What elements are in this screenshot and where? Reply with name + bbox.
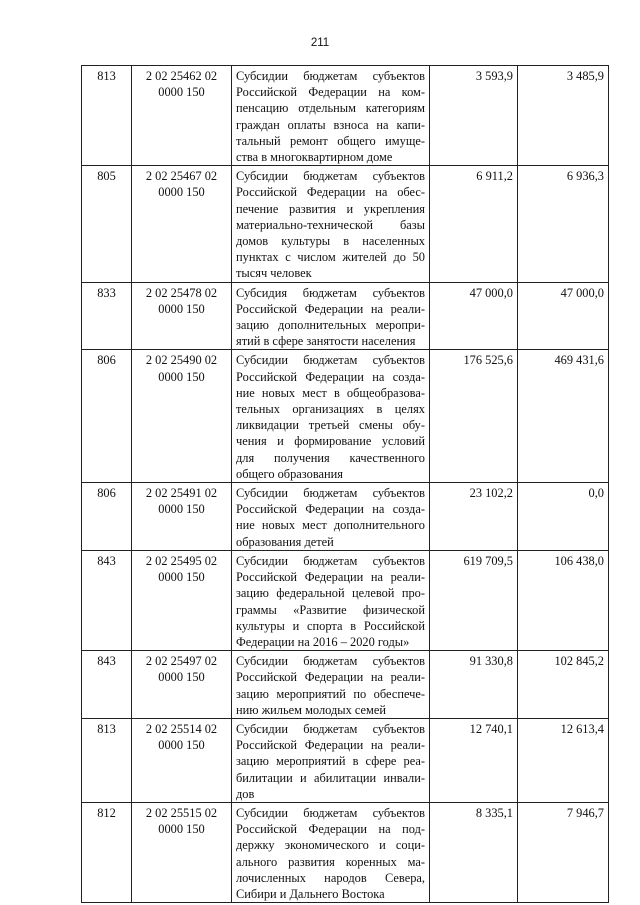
revenue-name-line: зацию дополнительных меропри-	[236, 318, 425, 333]
kbk-line: 2 02 25514 02	[145, 721, 218, 736]
table-row	[82, 651, 609, 719]
amount-year-2-cell: 102 845,2	[518, 651, 609, 719]
revenue-name-line: ятий в сфере занятости населения	[236, 334, 416, 349]
kbk-line: 0000 150	[158, 502, 205, 517]
kbk-cell	[132, 802, 232, 902]
revenue-name-line: Субсидии бюджетам субъектов	[236, 805, 425, 820]
revenue-name-line: лочисленных народов Севера,	[236, 870, 425, 885]
revenue-name-line: Российской Федерации на под-	[236, 822, 425, 837]
admin-code-cell: 843	[82, 651, 132, 719]
admin-code-cell: 806	[82, 483, 132, 551]
revenue-name-line: пунктах с числом жителей до 50	[236, 250, 425, 265]
revenue-name-cell	[232, 550, 430, 650]
revenue-name-cell	[232, 166, 430, 282]
kbk-line: 2 02 25497 02	[145, 654, 218, 669]
kbk-line: 0000 150	[158, 301, 205, 316]
revenue-name-line: билитации и абилитации инвали-	[236, 770, 425, 785]
kbk-line: 2 02 25478 02	[145, 285, 218, 300]
revenue-name-line: Российской Федерации на созда-	[236, 502, 425, 517]
revenue-name-line: Российской Федерации на обес-	[236, 185, 425, 200]
table-row	[82, 350, 609, 483]
kbk-line: 0000 150	[158, 369, 205, 384]
kbk-cell	[132, 282, 232, 350]
kbk-cell	[132, 651, 232, 719]
kbk-line: 0000 150	[158, 185, 205, 200]
kbk-line: 0000 150	[158, 670, 205, 685]
revenue-name-line: материально-технической базы	[236, 217, 425, 232]
table-row	[82, 718, 609, 802]
table-row	[82, 166, 609, 282]
revenue-name-line: зацию мероприятий в сфере реа-	[236, 754, 425, 769]
revenue-name-line: Субсидии бюджетам субъектов	[236, 721, 425, 736]
amount-year-1-cell: 91 330,8	[430, 651, 518, 719]
revenue-name-line: ального развития коренных ма-	[236, 854, 425, 869]
revenue-name-line: Субсидии бюджетам субъектов	[236, 486, 425, 501]
admin-code-cell: 812	[82, 802, 132, 902]
table-row	[82, 550, 609, 650]
admin-code-cell: 805	[82, 166, 132, 282]
kbk-line: 2 02 25467 02	[145, 169, 218, 184]
revenue-name-line: чения и формирование условий	[236, 434, 425, 449]
revenue-name-cell	[232, 66, 430, 166]
revenue-name-line: Российской Федерации на ком-	[236, 85, 425, 100]
amount-year-1-cell: 8 335,1	[430, 802, 518, 902]
kbk-line: 0000 150	[158, 822, 205, 837]
admin-code-cell: 806	[82, 350, 132, 483]
admin-code-cell: 833	[82, 282, 132, 350]
kbk-line: 2 02 25515 02	[145, 805, 218, 820]
amount-year-1-cell: 12 740,1	[430, 718, 518, 802]
revenue-name-line: Субсидии бюджетам субъектов	[236, 654, 425, 669]
revenue-name-line: Российской Федерации на реали-	[236, 738, 425, 753]
budget-table-body	[82, 66, 609, 903]
revenue-name-line: домов культуры в населенных	[236, 234, 425, 249]
admin-code-cell: 843	[82, 550, 132, 650]
amount-year-2-cell: 0,0	[518, 483, 609, 551]
revenue-name-line: печение развития и укрепления	[236, 201, 425, 216]
revenue-name-line: нию жильем молодых семей	[236, 702, 387, 717]
revenue-name-line: Федерации на 2016 – 2020 годы»	[236, 634, 410, 649]
revenue-name-line: Субсидии бюджетам субъектов	[236, 69, 425, 83]
revenue-name-line: ликвидации третьей смены обу-	[236, 418, 425, 433]
admin-code-cell: 813	[82, 718, 132, 802]
admin-code-cell: 813	[82, 66, 132, 166]
revenue-name-cell	[232, 651, 430, 719]
amount-year-2-cell: 47 000,0	[518, 282, 609, 350]
revenue-name-cell	[232, 483, 430, 551]
revenue-name-line: Сибири и Дальнего Востока	[236, 886, 385, 901]
amount-year-2-cell: 6 936,3	[518, 166, 609, 282]
kbk-line: 2 02 25462 02	[145, 69, 218, 83]
revenue-name-line: зацию федеральной целевой про-	[236, 586, 425, 601]
page-number: 211	[310, 37, 330, 49]
revenue-name-cell	[232, 350, 430, 483]
amount-year-2-cell: 7 946,7	[518, 802, 609, 902]
kbk-line: 2 02 25491 02	[145, 486, 218, 501]
revenue-name-line: тальный ремонт общего имуще-	[236, 133, 425, 148]
revenue-name-line: Российской Федерации на реали-	[236, 570, 425, 585]
kbk-cell	[132, 718, 232, 802]
revenue-name-line: Российской Федерации на созда-	[236, 369, 425, 384]
revenue-name-line: Российской Федерации на реали-	[236, 301, 425, 316]
amount-year-2-cell: 12 613,4	[518, 718, 609, 802]
table-row	[82, 66, 609, 166]
revenue-name-line: ние новых мест в общеобразова-	[236, 385, 425, 400]
kbk-cell	[132, 350, 232, 483]
amount-year-2-cell: 106 438,0	[518, 550, 609, 650]
amount-year-1-cell: 176 525,6	[430, 350, 518, 483]
kbk-line: 2 02 25490 02	[145, 353, 218, 368]
revenue-name-cell	[232, 802, 430, 902]
table-row	[82, 282, 609, 350]
revenue-name-line: Субсидии бюджетам субъектов	[236, 169, 425, 184]
table-row	[82, 483, 609, 551]
kbk-cell	[132, 66, 232, 166]
amount-year-1-cell: 47 000,0	[430, 282, 518, 350]
revenue-name-cell	[232, 282, 430, 350]
revenue-name-line: образования детей	[236, 534, 334, 549]
revenue-name-line: зацию мероприятий по обеспече-	[236, 686, 425, 701]
kbk-cell	[132, 483, 232, 551]
amount-year-1-cell: 3 593,9	[430, 66, 518, 166]
revenue-name-line: держку экономического и соци-	[236, 838, 425, 853]
kbk-cell	[132, 550, 232, 650]
amount-year-2-cell: 469 431,6	[518, 350, 609, 483]
amount-year-1-cell: 619 709,5	[430, 550, 518, 650]
amount-year-1-cell: 23 102,2	[430, 483, 518, 551]
revenue-name-cell	[232, 718, 430, 802]
kbk-line: 0000 150	[158, 738, 205, 753]
revenue-name-line: тысяч человек	[236, 266, 312, 281]
amount-year-2-cell: 3 485,9	[518, 66, 609, 166]
revenue-name-line: для получения качественного	[236, 450, 425, 465]
revenue-name-line: ства в многоквартирном доме	[236, 150, 393, 165]
kbk-cell	[132, 166, 232, 282]
revenue-name-line: культуры и спорта в Российской	[236, 618, 425, 633]
table-row	[82, 802, 609, 902]
revenue-name-line: ние новых мест дополнительного	[236, 518, 425, 533]
revenue-name-line: Субсидии бюджетам субъектов	[236, 553, 425, 568]
revenue-name-line: пенсацию отдельным категориям	[236, 101, 425, 116]
revenue-name-line: дов	[236, 786, 255, 801]
revenue-name-line: граждан оплаты взноса на капи-	[236, 117, 425, 132]
amount-year-1-cell: 6 911,2	[430, 166, 518, 282]
revenue-name-line: Субсидии бюджетам субъектов	[236, 353, 425, 368]
revenue-name-line: общего образования	[236, 466, 343, 481]
revenue-name-line: тельных организациях в целях	[236, 402, 425, 417]
revenue-name-line: Российской Федерации на реали-	[236, 670, 425, 685]
kbk-line: 2 02 25495 02	[145, 553, 218, 568]
budget-table	[81, 65, 609, 903]
kbk-line: 0000 150	[158, 85, 205, 100]
revenue-name-line: граммы «Развитие физической	[236, 602, 425, 617]
revenue-name-line: Субсидия бюджетам субъектов	[236, 285, 425, 300]
kbk-line: 0000 150	[158, 570, 205, 585]
